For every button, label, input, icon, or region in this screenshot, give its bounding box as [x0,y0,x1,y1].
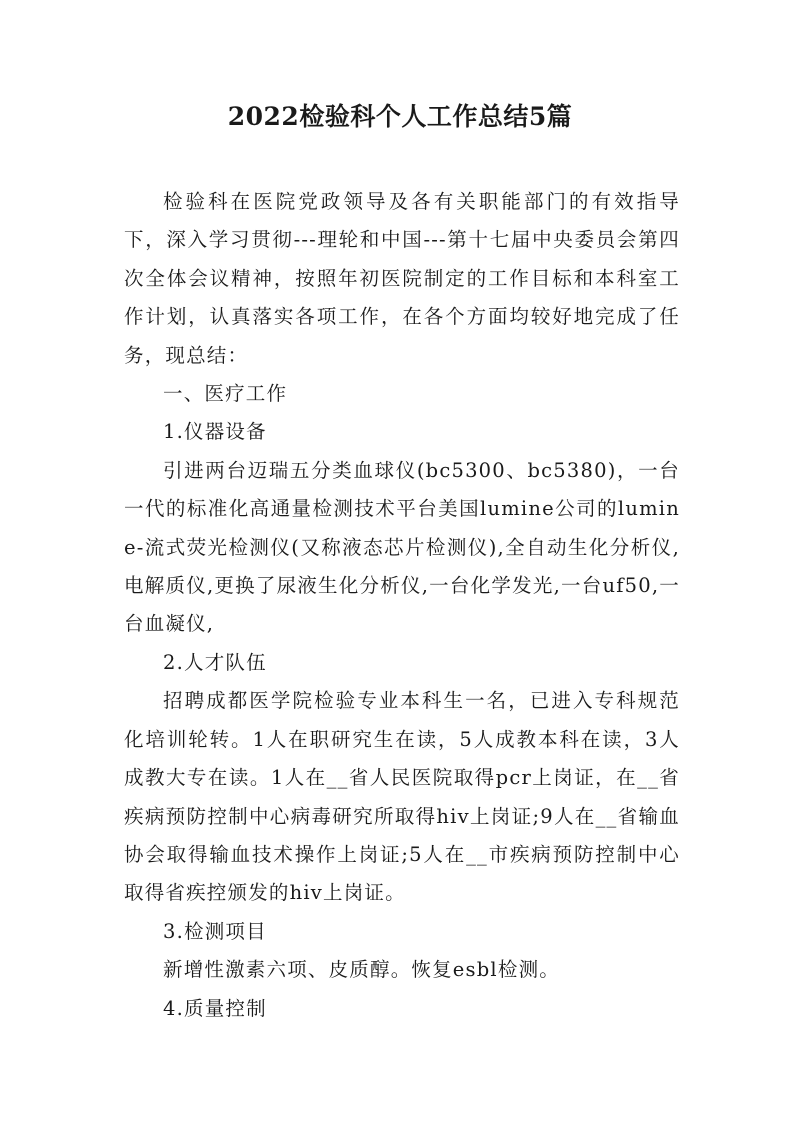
intro-paragraph: 检验科在医院党政领导及各有关职能部门的有效指导下，深入学习贯彻---理轮和中国---第十七届中央委员会第四次全体会议精神，按照年初医院制定的工作目标和本科室工作计划，认真落实各项工作，在各个方面均较好地完成了任务，现总结： [124,190,680,367]
section-heading-medical-work: 一、医疗工作 [163,382,288,406]
talent-paragraph: 招聘成都医学院检验专业本科生一名，已进入专科规范化培训轮转。1人在职研究生在读，5人成教本科在读，3人成教大专在读。1人在__省人民医院取得pcr上岗证，在__省疾病预防控制中心病毒研究所取得hiv上岗证;9人在__省输血协会取得输血技术操作上岗证;5人在__市疾病预防控制中心取得省疾控颁发的hiv上岗证。 [124,689,680,905]
subheading-quality-control: 4.质量控制 [163,996,267,1020]
document-title: 2022检验科个人工作总结5篇 [227,102,573,131]
subheading-equipment: 1.仪器设备 [163,420,267,444]
equipment-paragraph: 引进两台迈瑞五分类血球仪(bc5300、bc5380)，一台一代的标准化高通量检测技术平台美国lumine公司的lumine-流式荧光检测仪(又称液态芯片检测仪),全自动生化分析仪,电解质仪,更换了尿液生化分析仪,一台化学发光,一台uf50,一台血凝仪, [124,458,680,636]
subheading-test-items: 3.检测项目 [163,919,267,943]
subheading-talent-team: 2.人才队伍 [163,650,267,674]
document-body [124,183,680,1028]
test-items-paragraph: 新增性激素六项、皮质醇。恢复esbl检测。 [163,958,560,982]
